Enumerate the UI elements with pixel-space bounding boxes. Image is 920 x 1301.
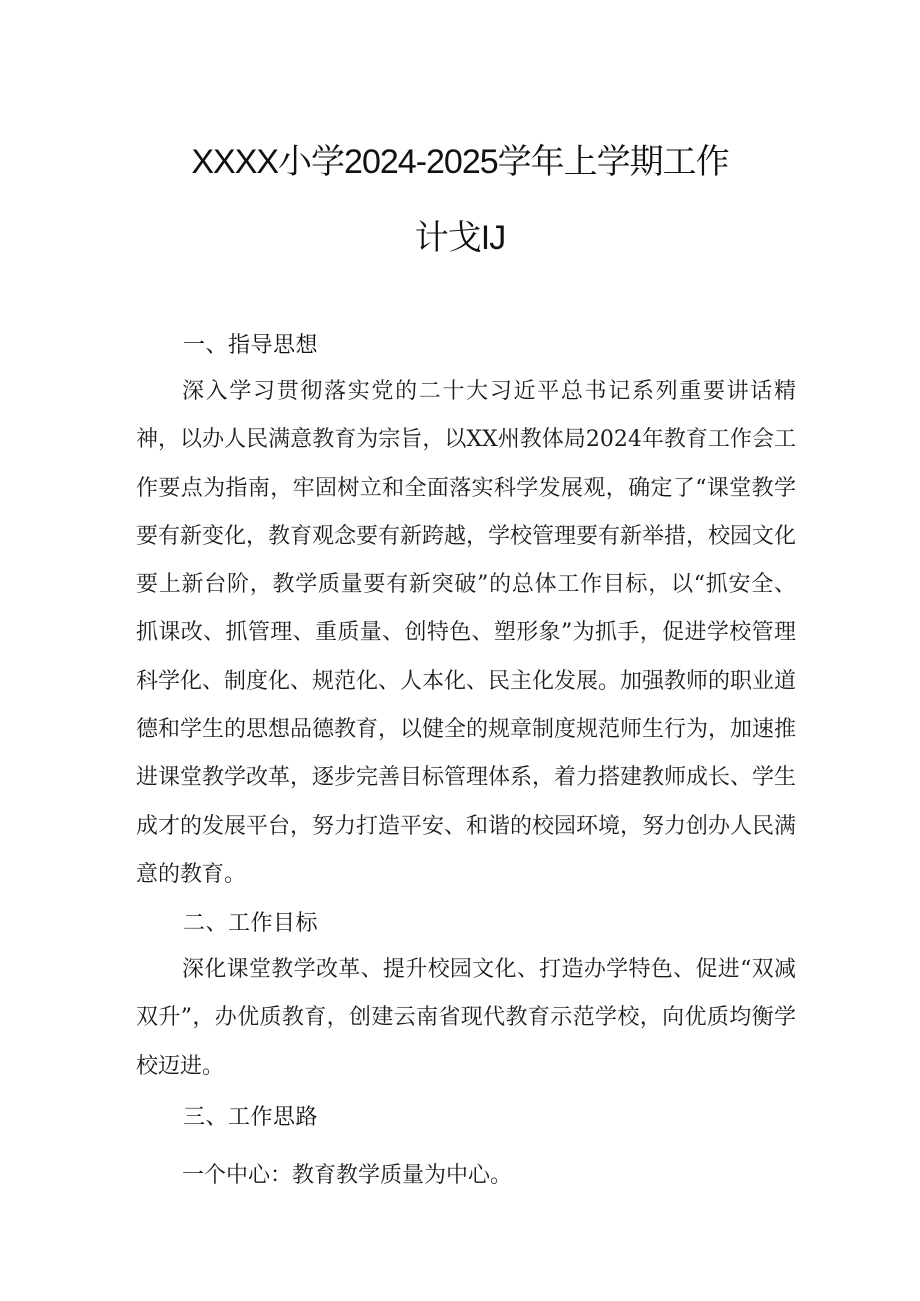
document-title-line1: XXXX小学2024-2025学年上学期工作 bbox=[191, 143, 729, 181]
section-body-guiding-thought: 深入学习贯彻落实党的二十大习近平总书记系列重要讲话精神，以办人民满意教育为宗旨，以XX州教体局2024年教育工作会工作要点为指南，牢固树立和全面落实科学发展观，确定了“课堂教学要有新变化，教育观念要有新跨越，学校管理要有新举措，校园文化要上新台阶，教学质量要有新突破”的总体工作目标，以“抓安全、抓课改、抓管理、重质量、创特色、塑形象”为抓手，促进学校管理科学化、制度化、规范化、人本化、民主化发展。加强教师的职业道德和学生的思想品德教育，以健全的规章制度规范师生行为，加速推进课堂教学改革，逐步完善目标管理体系，着力搭建教师成长、学生成才的发展平台，努力打造平安、和谐的校园环境，努力创办人民满意的教育。 bbox=[136, 379, 797, 887]
document-title-line2: 计戈IJ bbox=[414, 219, 506, 257]
section-heading-work-goals: 二、工作目标 bbox=[183, 910, 319, 935]
section-body-work-approach: 一个中心：教育教学质量为中心。 bbox=[182, 1163, 513, 1188]
section-heading-guiding-thought: 一、指导思想 bbox=[183, 332, 319, 357]
section-heading-work-approach: 三、工作思路 bbox=[183, 1104, 319, 1129]
section-body-work-goals: 深化课堂教学改革、提升校园文化、打造办学特色、促进“双减双升”，办优质教育，创建云南省现代教育示范学校，向优质均衡学校迈进。 bbox=[136, 957, 796, 1079]
